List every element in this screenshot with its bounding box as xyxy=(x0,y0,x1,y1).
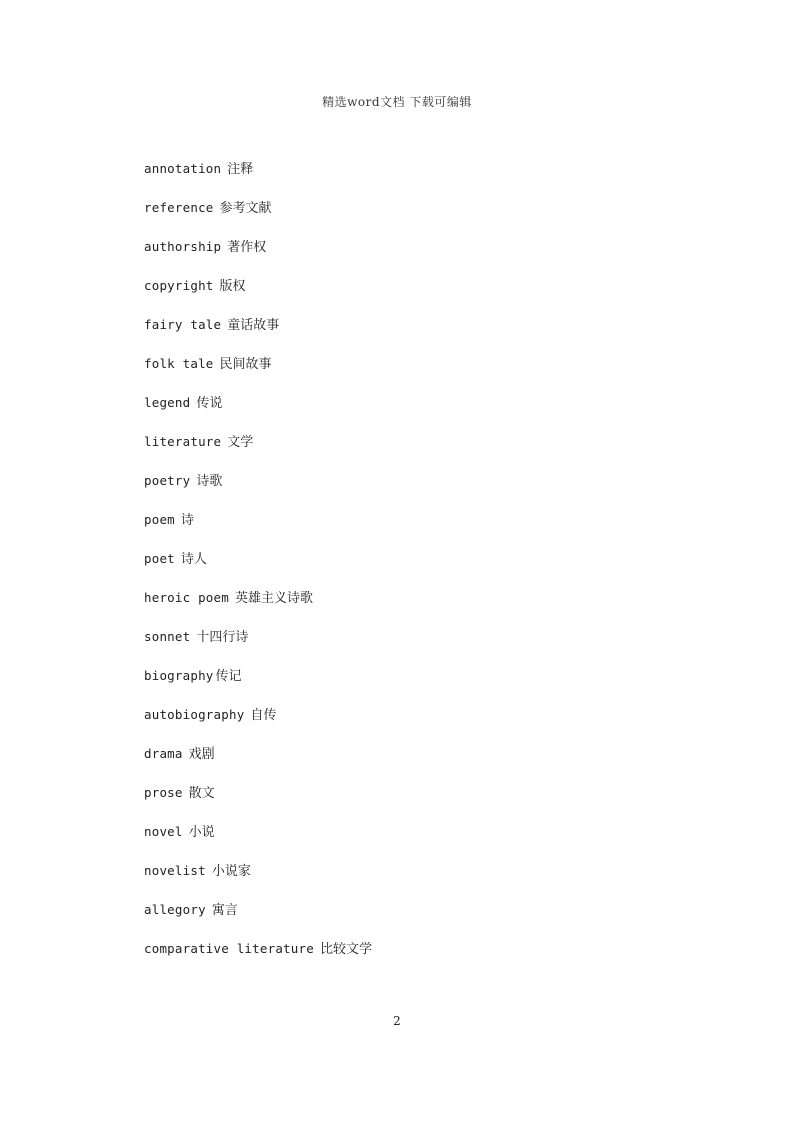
vocab-entry xyxy=(144,590,313,607)
chinese-translation: 英雄主义诗歌 xyxy=(234,591,313,606)
vocab-entry xyxy=(144,200,272,217)
vocab-entry xyxy=(144,239,266,256)
chinese-translation: 版权 xyxy=(219,279,246,294)
chinese-translation: 民间故事 xyxy=(219,357,272,372)
vocab-entry xyxy=(144,395,222,412)
english-term: poet xyxy=(144,551,175,566)
english-term: literature xyxy=(144,434,222,449)
english-term: autobiography xyxy=(144,707,245,722)
chinese-translation: 散文 xyxy=(188,786,215,801)
english-term: poetry xyxy=(144,473,191,488)
vocab-entry xyxy=(144,707,276,724)
chinese-translation: 参考文献 xyxy=(219,201,272,216)
chinese-translation: 十四行诗 xyxy=(196,630,249,645)
vocab-entry xyxy=(144,512,194,529)
chinese-translation: 诗 xyxy=(180,513,194,528)
vocab-entry xyxy=(144,824,215,841)
english-term: authorship xyxy=(144,239,222,254)
chinese-translation: 童话故事 xyxy=(227,318,280,333)
english-term: allegory xyxy=(144,902,206,917)
english-term: reference xyxy=(144,200,214,215)
english-term: novelist xyxy=(144,863,206,878)
chinese-translation: 戏剧 xyxy=(188,747,215,762)
vocab-entry xyxy=(144,746,215,763)
chinese-translation: 自传 xyxy=(250,708,277,723)
vocab-entry xyxy=(144,863,251,880)
vocab-entry xyxy=(144,356,272,373)
page-header: 精选word文档 下载可编辑 xyxy=(322,95,472,109)
english-term: folk tale xyxy=(144,356,214,371)
vocab-entry xyxy=(144,668,242,685)
chinese-translation: 诗歌 xyxy=(196,474,223,489)
english-term: biography xyxy=(144,668,214,683)
vocab-entry xyxy=(144,473,222,490)
chinese-translation: 传记 xyxy=(215,669,242,684)
chinese-translation: 比较文学 xyxy=(319,942,372,957)
chinese-translation: 小说家 xyxy=(211,864,251,879)
chinese-translation: 文学 xyxy=(227,435,254,450)
english-term: heroic poem xyxy=(144,590,229,605)
vocab-entry xyxy=(144,785,215,802)
page-number: 2 xyxy=(393,1014,401,1028)
vocab-entry xyxy=(144,551,207,568)
vocab-entry xyxy=(144,317,279,334)
english-term: annotation xyxy=(144,161,222,176)
english-term: prose xyxy=(144,785,183,800)
english-term: drama xyxy=(144,746,183,761)
english-term: novel xyxy=(144,824,183,839)
english-term: sonnet xyxy=(144,629,191,644)
english-term: poem xyxy=(144,512,175,527)
vocab-entry xyxy=(144,161,253,178)
english-term: comparative literature xyxy=(144,941,314,956)
vocab-entry xyxy=(144,278,246,295)
vocab-entry xyxy=(144,434,253,451)
chinese-translation: 注释 xyxy=(227,162,254,177)
vocab-entry xyxy=(144,629,248,646)
chinese-translation: 寓言 xyxy=(211,903,238,918)
vocab-entry xyxy=(144,902,238,919)
vocab-entry xyxy=(144,941,372,958)
chinese-translation: 著作权 xyxy=(227,240,267,255)
english-term: fairy tale xyxy=(144,317,222,332)
chinese-translation: 传说 xyxy=(196,396,223,411)
chinese-translation: 小说 xyxy=(188,825,215,840)
chinese-translation: 诗人 xyxy=(180,552,207,567)
english-term: copyright xyxy=(144,278,214,293)
english-term: legend xyxy=(144,395,191,410)
